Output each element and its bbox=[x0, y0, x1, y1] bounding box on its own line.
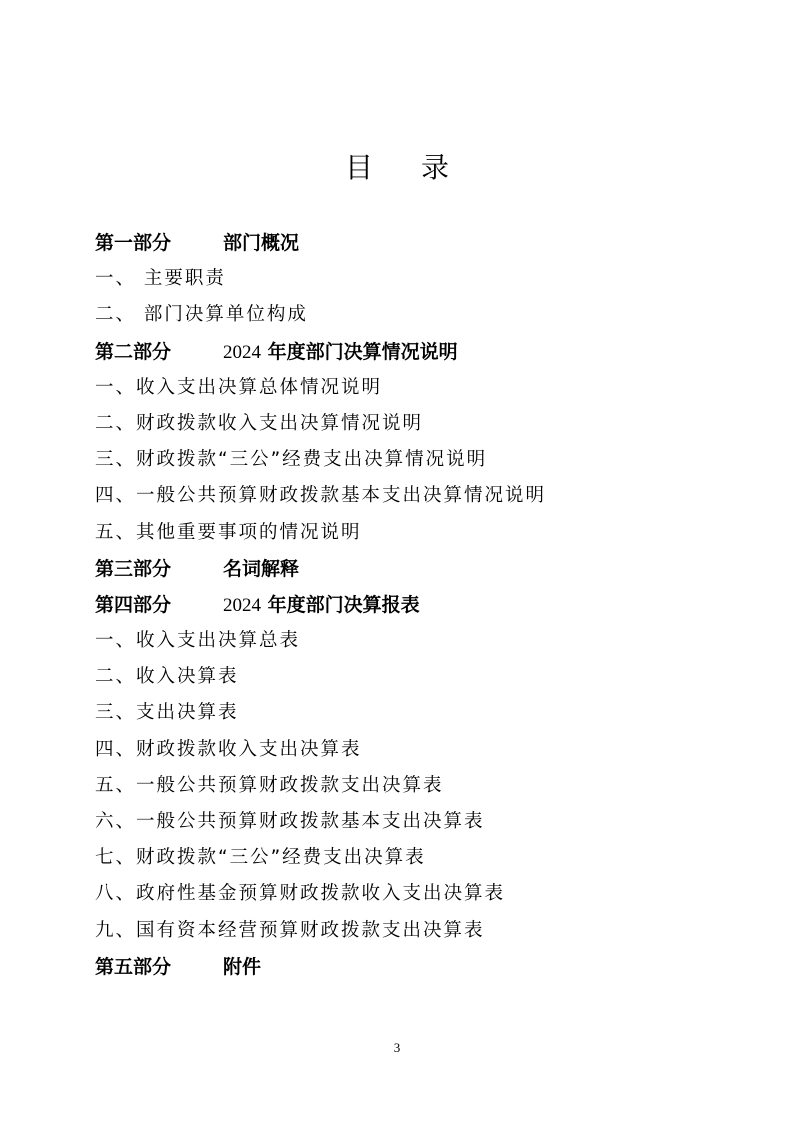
toc-item-label: 五、一般公共预算财政拨款支出决算表 bbox=[95, 774, 444, 796]
toc-part-heading bbox=[95, 551, 735, 587]
toc-item bbox=[95, 768, 735, 804]
toc-part-number: 第一部分 bbox=[95, 232, 172, 254]
toc-item-label: 五、其他重要事项的情况说明 bbox=[95, 521, 362, 543]
toc-item bbox=[95, 876, 735, 912]
toc-item bbox=[95, 913, 735, 949]
toc-item bbox=[95, 623, 735, 659]
toc-part-number: 第五部分 bbox=[95, 955, 172, 978]
toc-item bbox=[95, 442, 735, 478]
toc-part-number: 第四部分 bbox=[95, 593, 172, 616]
toc-part-number: 第二部分 bbox=[95, 340, 172, 363]
toc-part-title: 年度部门决算报表 bbox=[267, 593, 420, 616]
toc-item-label: 二、 部门决算单位构成 bbox=[95, 304, 308, 326]
toc-item-label: 四、一般公共预算财政拨款基本支出决算情况说明 bbox=[95, 485, 547, 507]
toc-item-label: 二、收入决算表 bbox=[95, 666, 239, 688]
toc-item bbox=[95, 840, 735, 876]
table-of-contents bbox=[95, 225, 735, 985]
toc-item-label: 三、支出决算表 bbox=[95, 702, 239, 724]
toc-item-label: 四、财政拨款收入支出决算表 bbox=[95, 738, 362, 760]
toc-item-label: 六、一般公共预算财政拨款基本支出决算表 bbox=[95, 811, 485, 832]
toc-part-number: 第三部分 bbox=[95, 557, 172, 580]
toc-item bbox=[95, 297, 735, 333]
toc-part-year: 2024 bbox=[223, 594, 261, 616]
toc-item-label: 一、收入支出决算总体情况说明 bbox=[95, 376, 383, 398]
toc-item bbox=[95, 695, 735, 731]
toc-item bbox=[95, 804, 735, 840]
toc-item bbox=[95, 659, 735, 695]
toc-item-label: 八、政府性基金预算财政拨款收入支出决算表 bbox=[95, 883, 506, 905]
toc-item-label: 九、国有资本经营预算财政拨款支出决算表 bbox=[95, 919, 485, 941]
toc-part-heading bbox=[95, 225, 735, 261]
toc-part-heading bbox=[95, 334, 735, 370]
toc-item-label: 一、收入支出决算总表 bbox=[95, 630, 301, 652]
page-title: 目录 bbox=[344, 151, 497, 184]
toc-part-title: 年度部门决算情况说明 bbox=[267, 340, 458, 363]
toc-part-title: 名词解释 bbox=[223, 557, 300, 580]
toc-item-label: 一、 主要职责 bbox=[95, 268, 226, 290]
toc-item bbox=[95, 478, 735, 514]
toc-part-title: 附件 bbox=[223, 955, 262, 978]
toc-item bbox=[95, 406, 735, 442]
toc-part-title: 部门概况 bbox=[223, 232, 300, 254]
toc-part-heading bbox=[95, 587, 735, 623]
toc-item-label: 三、财政拨款“三公”经费支出决算情况说明 bbox=[95, 449, 488, 471]
toc-item bbox=[95, 515, 735, 551]
toc-item bbox=[95, 261, 735, 297]
toc-part-year: 2024 bbox=[223, 341, 261, 363]
toc-part-heading bbox=[95, 949, 735, 985]
toc-item bbox=[95, 370, 735, 406]
toc-item-label: 七、财政拨款“三公”经费支出决算表 bbox=[95, 847, 426, 869]
toc-item bbox=[95, 732, 735, 768]
toc-item-label: 二、财政拨款收入支出决算情况说明 bbox=[95, 412, 424, 434]
page-number: 3 bbox=[393, 1040, 401, 1055]
